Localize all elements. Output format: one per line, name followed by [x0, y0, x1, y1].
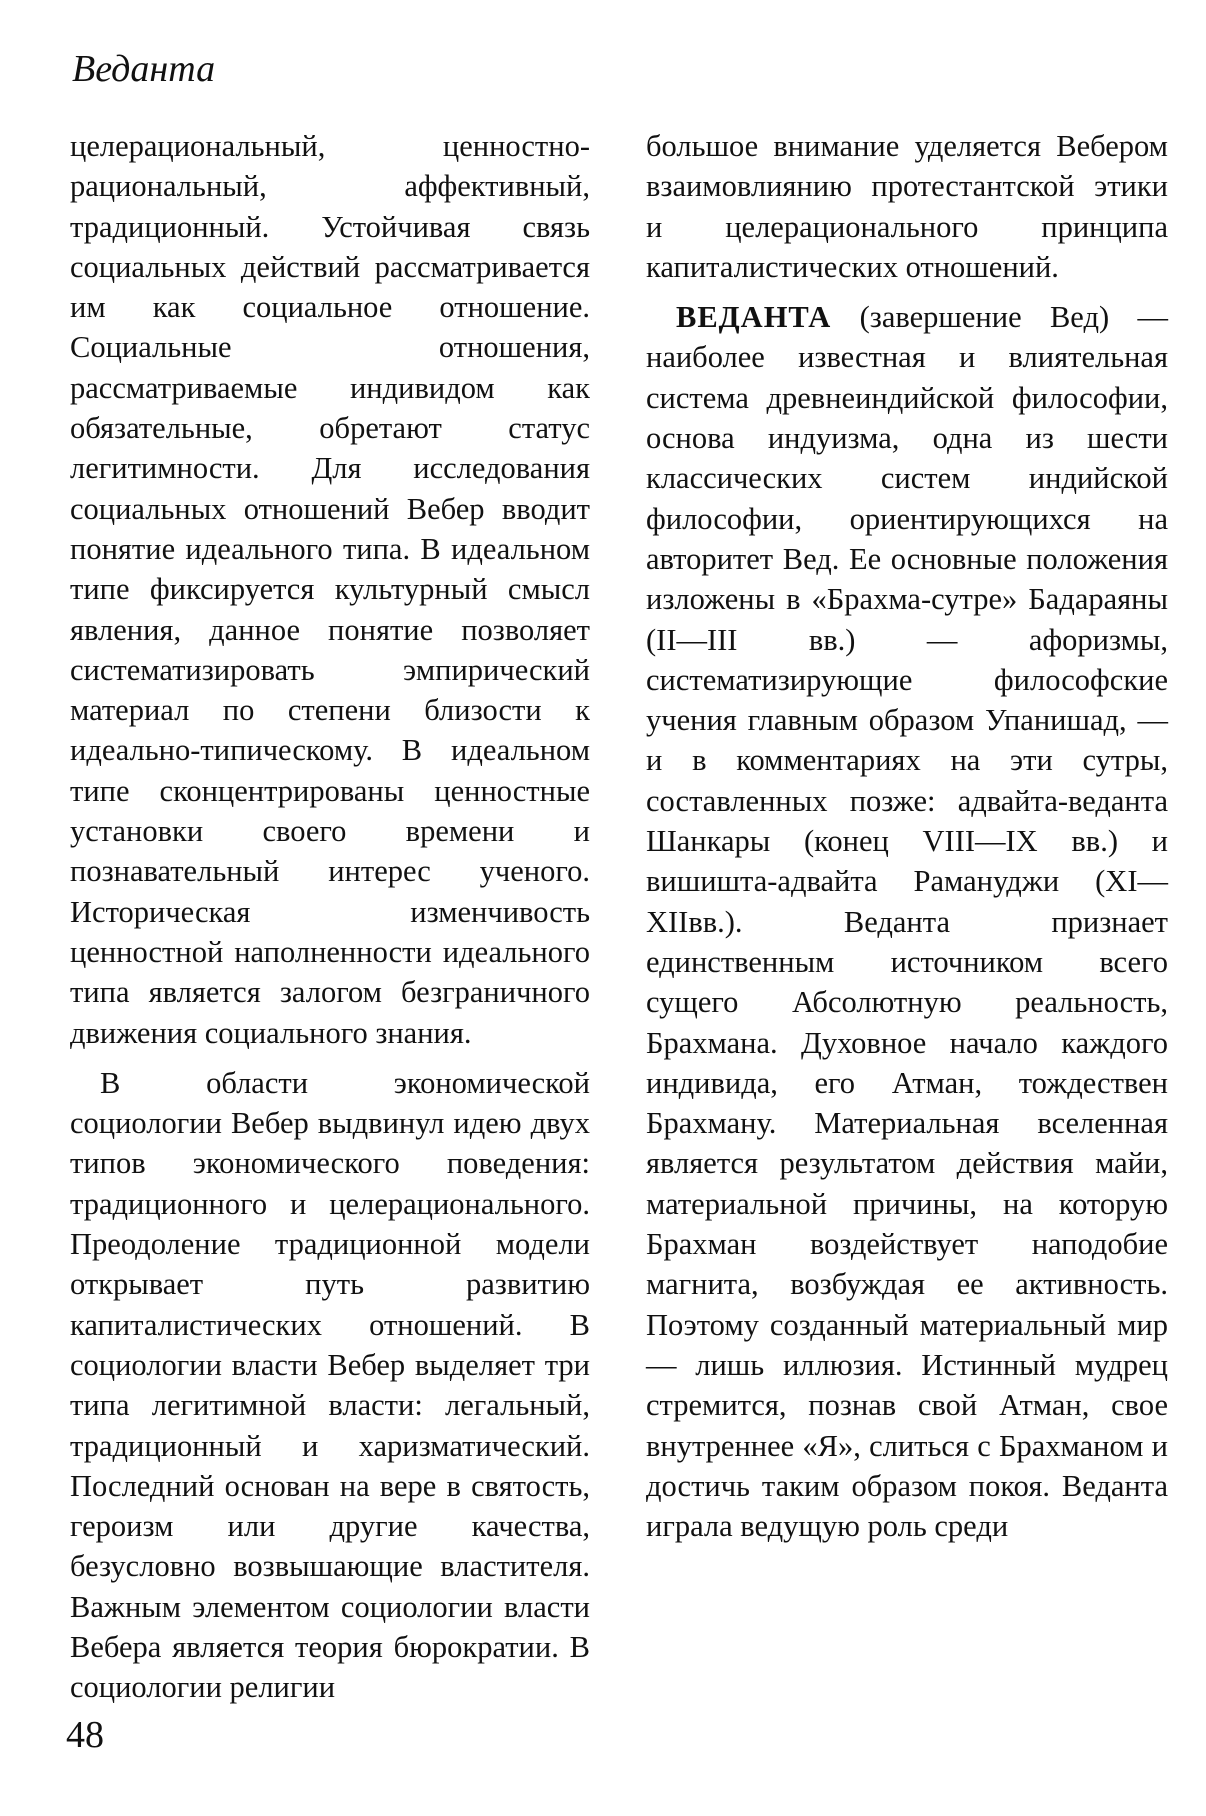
paragraph: целерациональный, ценностно-рациональный, аффективный, традиционный. Устойчивая связь социальных действий рассматривается им как социальное отношение. Социальные отношения, рассматриваемые индивидом как обязательные, обретают статус легитимности. Для исследования социальных отношений Вебер вводит понятие идеального типа. В идеальном типе фиксируется культурный смысл явления, данное понятие позволяет систематизировать эмпирический материал по степени близости к идеально-типическому. В идеальном типе сконцентрированы ценностные установки своего времени и познавательный интерес ученого. Историческая изменчивость ценностной наполненности идеального типа является залогом безграничного движения социального знания.: [70, 129, 590, 1050]
entry-term: ВЕДАНТА: [676, 300, 832, 335]
page-number: 48: [66, 1714, 104, 1756]
running-title: Веданта: [72, 48, 216, 90]
paragraph-continuation: большое внимание уделяется Вебером взаимовлиянию протестантской этики и целерационального принципа капиталистических отношений.: [646, 129, 1168, 284]
dictionary-entry: [646, 297, 1168, 1546]
paragraph: В области экономической социологии Вебер выдвинул идею двух типов экономического поведения: традиционного и целерационального. Преодоление традиционной модели открывает путь развитию капиталистических отношений. В социологии власти Вебер выделяет три типа легитимной власти: легальный, традиционный и харизматический. Последний основан на вере в святость, героизм или другие качества, безусловно возвышающие властителя. Важным элементом социологии власти Вебера является теория бюрократии. В социологии религии: [70, 1065, 590, 1705]
entry-text: (завершение Вед) — наиболее известная и влиятельная система древнеиндийской философии, основа индуизма, одна из шести классических систем индийской философии, ориентирующихся на авторитет Вед. Ее основные положения изложены в «Брахма-сутре» Бадараяны (II—III вв.) — афоризмы, систематизирующие философские учения главным образом Упанишад, — и в комментариях на эти сутры, составленных позже: адвайта-веданта Шанкары (конец VIII—IX вв.) и вишишта-адвайта Рамануджи (XI—XIIвв.). Веданта признает единственным источником всего сущего Абсолютную реальность, Брахмана. Духовное начало каждого индивида, его Атман, тождествен Брахману. Материальная вселенная является результатом действия майи, материальной причины, на которую Брахман воздействует наподобие магнита, возбуждая ее активность. Поэтому созданный материальный мир — лишь иллюзия. Истинный мудрец стремится, познав свой Атман, свое внутреннее «Я», слиться с Брахманом и достичь таким образом покоя. Веданта играла ведущую роль среди: [646, 300, 1168, 1544]
left-column: [70, 126, 590, 1708]
right-column: [646, 126, 1168, 1546]
